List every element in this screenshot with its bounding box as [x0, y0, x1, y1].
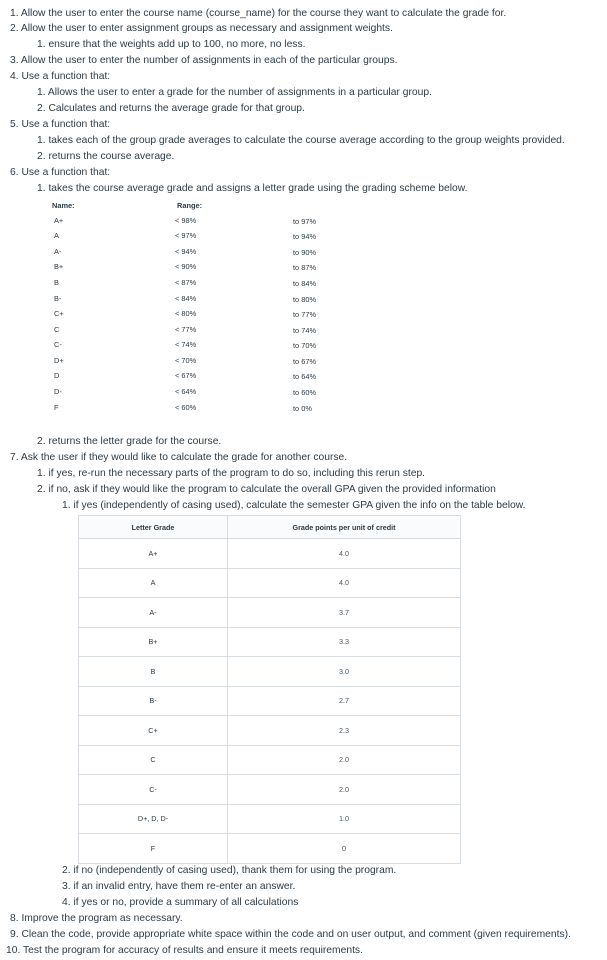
step-7-2-3: 3. if an invalid entry, have them re-enter an answer. [62, 881, 296, 892]
gpa-points: 4.0 [228, 539, 461, 569]
scheme-from: < 64% [175, 387, 197, 396]
gpa-col-points: Grade points per unit of credit [228, 516, 461, 539]
gpa-letter: A+ [79, 539, 228, 569]
gpa-col-letter: Letter Grade [79, 516, 228, 539]
gpa-letter: B [79, 657, 228, 687]
scheme-name: B+ [54, 262, 64, 271]
scheme-from: < 74% [175, 340, 197, 349]
scheme-from: < 80% [175, 309, 197, 318]
scheme-to: to 97% [293, 217, 317, 226]
step-5: 5. Use a function that: [10, 119, 111, 130]
gpa-letter: A [79, 568, 228, 598]
table-row [79, 686, 461, 716]
scheme-to: to 87% [293, 263, 317, 272]
table-row [79, 804, 461, 834]
table-row [79, 657, 461, 687]
step-6-1: 1. takes the course average grade and assigns a letter grade using the grading scheme below. [37, 183, 468, 194]
step-6-2: 2. returns the letter grade for the course. [37, 436, 222, 447]
gpa-table-header [79, 516, 461, 539]
table-row [79, 539, 461, 569]
gpa-points: 2.0 [228, 745, 461, 775]
step-1: 1. Allow the user to enter the course name (course_name) for the course they want to calculate the grade for. [10, 8, 507, 19]
gpa-letter: A- [79, 598, 228, 628]
table-row [79, 627, 461, 657]
scheme-to: to 80% [293, 295, 317, 304]
step-8: 8. Improve the program as necessary. [10, 913, 183, 924]
scheme-to: to 90% [293, 248, 317, 257]
step-6: 6. Use a function that: [10, 167, 111, 178]
table-row [79, 716, 461, 746]
step-7-1: 1. if yes, re-run the necessary parts of the program to do so, including this rerun step. [37, 468, 426, 479]
scheme-from: < 67% [175, 371, 197, 380]
step-3: 3. Allow the user to enter the number of assignments in each of the particular groups. [10, 55, 398, 66]
step-2-1: 1. ensure that the weights add up to 100, no more, no less. [37, 39, 306, 50]
gpa-points: 2.7 [228, 686, 461, 716]
scheme-to: to 70% [293, 341, 317, 350]
step-7-2-1: 1. if yes (independently of casing used), calculate the semester GPA given the info on the table below. [62, 500, 526, 511]
step-5-1: 1. takes each of the group grade averages to calculate the course average according to the group weights provided. [37, 135, 565, 146]
scheme-name: B- [54, 294, 62, 303]
table-row [79, 598, 461, 628]
scheme-name: A [54, 231, 59, 240]
gpa-points: 2.3 [228, 716, 461, 746]
scheme-name: C+ [54, 309, 64, 318]
scheme-from: < 87% [175, 278, 197, 287]
step-4-2: 2. Calculates and returns the average grade for that group. [37, 103, 305, 114]
scheme-to: to 64% [293, 372, 317, 381]
scheme-from: < 98% [175, 216, 197, 225]
scheme-name: F [54, 403, 59, 412]
scheme-to: to 77% [293, 310, 317, 319]
scheme-to: to 67% [293, 357, 317, 366]
scheme-from: < 90% [175, 262, 197, 271]
scheme-to: to 84% [293, 279, 317, 288]
step-7-2-2: 2. if no (independently of casing used), thank them for using the program. [62, 865, 397, 876]
table-row [79, 745, 461, 775]
gpa-letter: C [79, 745, 228, 775]
step-2: 2. Allow the user to enter assignment groups as necessary and assignment weights. [10, 23, 393, 34]
gpa-letter: B- [79, 686, 228, 716]
table-row [79, 568, 461, 598]
gpa-points: 2.0 [228, 775, 461, 805]
table-row [79, 775, 461, 805]
grading-scheme-name-header: Name: [52, 201, 75, 210]
gpa-letter: B+ [79, 627, 228, 657]
scheme-name: A+ [54, 216, 64, 225]
gpa-table [78, 515, 461, 864]
scheme-name: D- [54, 387, 62, 396]
step-7: 7. Ask the user if they would like to calculate the grade for another course. [10, 452, 348, 463]
gpa-points: 3.3 [228, 627, 461, 657]
scheme-name: C- [54, 340, 62, 349]
gpa-letter: C- [79, 775, 228, 805]
step-9: 9. Clean the code, provide appropriate white space within the code and on user output, and comment (given requirements). [10, 929, 571, 940]
grading-scheme-range-header: Range: [177, 201, 203, 210]
step-5-2: 2. returns the course average. [37, 151, 175, 162]
scheme-from: < 77% [175, 325, 197, 334]
scheme-from: < 60% [175, 403, 197, 412]
gpa-letter: F [79, 834, 228, 864]
step-4: 4. Use a function that: [10, 71, 111, 82]
scheme-to: to 0% [293, 404, 312, 413]
scheme-name: D [54, 371, 60, 380]
scheme-name: A- [54, 247, 62, 256]
scheme-from: < 97% [175, 231, 197, 240]
gpa-letter: D+, D, D- [79, 804, 228, 834]
gpa-points: 3.7 [228, 598, 461, 628]
scheme-to: to 74% [293, 326, 317, 335]
gpa-points: 0 [228, 834, 461, 864]
scheme-to: to 60% [293, 388, 317, 397]
scheme-from: < 94% [175, 247, 197, 256]
gpa-points: 4.0 [228, 568, 461, 598]
step-4-1: 1. Allows the user to enter a grade for the number of assignments in a particular group. [37, 87, 432, 98]
gpa-points: 3.0 [228, 657, 461, 687]
scheme-from: < 84% [175, 294, 197, 303]
step-10: 10. Test the program for accuracy of results and ensure it meets requirements. [6, 945, 363, 956]
table-row [79, 834, 461, 864]
scheme-name: C [54, 325, 60, 334]
scheme-name: D+ [54, 356, 64, 365]
gpa-points: 1.0 [228, 804, 461, 834]
scheme-name: B [54, 278, 59, 287]
step-7-2: 2. if no, ask if they would like the program to calculate the overall GPA given the provided information [37, 484, 496, 495]
step-7-2-4: 4. if yes or no, provide a summary of all calculations [62, 897, 299, 908]
gpa-letter: C+ [79, 716, 228, 746]
scheme-from: < 70% [175, 356, 197, 365]
scheme-to: to 94% [293, 232, 317, 241]
